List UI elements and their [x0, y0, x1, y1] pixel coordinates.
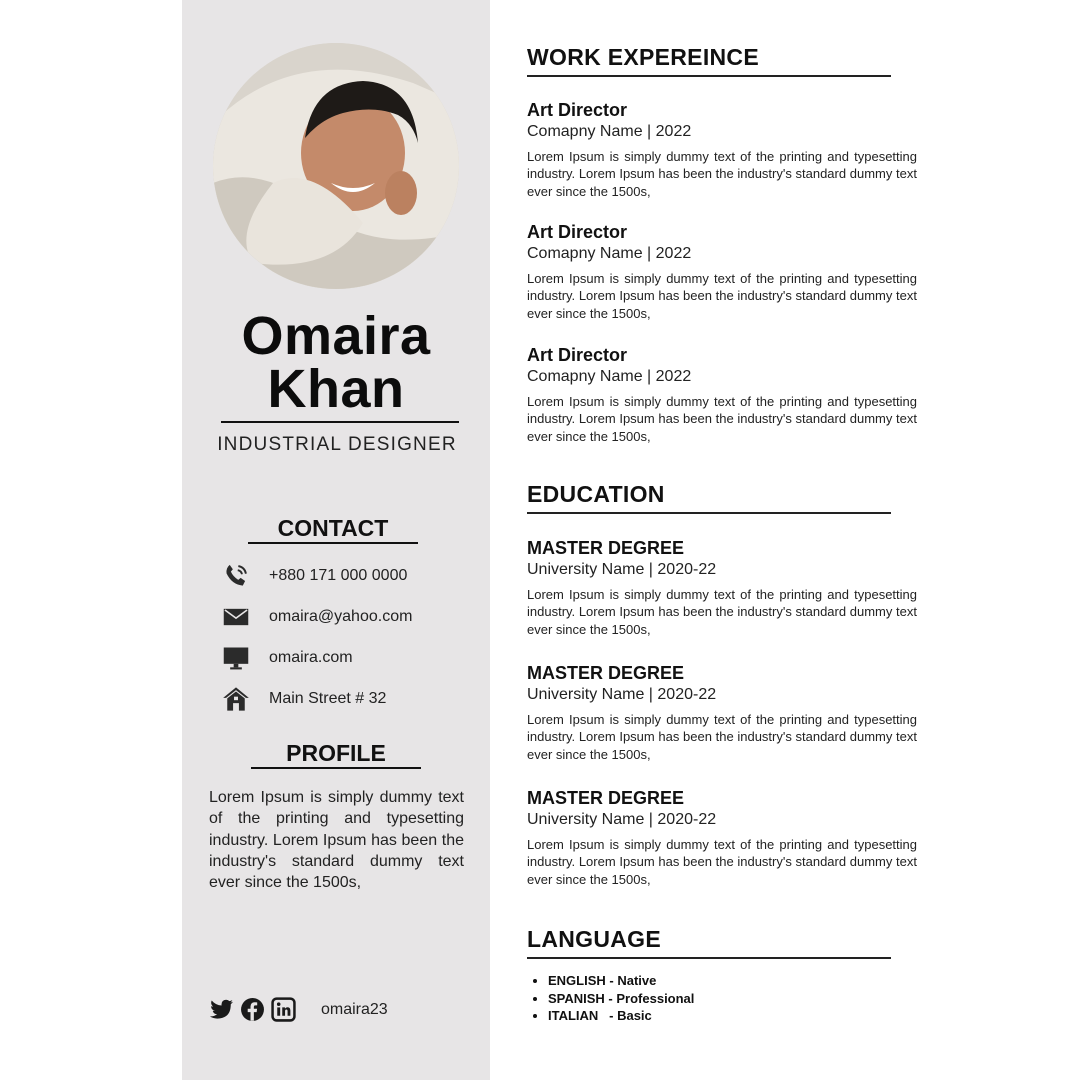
contact-website-text: omaira.com — [269, 649, 353, 666]
work-entry — [527, 344, 917, 445]
education-entry — [527, 662, 917, 763]
education-heading-rule — [527, 512, 891, 514]
education-entry-title: MASTER DEGREE — [527, 538, 685, 558]
work-entry-sub: Comapny Name | 2022 — [527, 368, 692, 385]
work-entry — [527, 221, 917, 322]
profile-photo — [213, 43, 459, 289]
language-item: • ITALIAN - Basic — [548, 1007, 694, 1025]
education-entry-sub: University Name | 2020-22 — [527, 686, 717, 703]
work-entry-title: Art Director — [527, 345, 628, 365]
name-divider — [221, 421, 459, 423]
language-item: • ENGLISH - Native — [548, 972, 694, 990]
language-heading-rule — [527, 957, 891, 959]
first-name: Omaira — [241, 306, 431, 366]
education-entry-sub: University Name | 2020-22 — [527, 811, 717, 828]
language-item: • SPANISH - Professional — [548, 990, 694, 1008]
facebook-icon[interactable] — [240, 997, 265, 1022]
contact-email — [221, 602, 413, 632]
work-entry-desc: Lorem Ipsum is simply dummy text of the printing and typesetting industry. Lorem Ipsum has been the industry's standard dummy text ever since the 1500s, — [527, 271, 917, 321]
education-entry-desc: Lorem Ipsum is simply dummy text of the printing and typesetting industry. Lorem Ipsum has been the industry's standard dummy text ever since the 1500s, — [527, 712, 917, 762]
education-entry-sub: University Name | 2020-22 — [527, 561, 717, 578]
language-list — [529, 972, 694, 1025]
mail-icon — [221, 602, 251, 632]
work-heading-rule — [527, 75, 891, 77]
education-heading: EDUCATION — [527, 481, 665, 507]
twitter-icon[interactable] — [209, 997, 234, 1022]
contact-email-text: omaira@yahoo.com — [269, 608, 413, 625]
education-entry — [527, 787, 917, 888]
work-entry — [527, 99, 917, 200]
work-entry-sub: Comapny Name | 2022 — [527, 123, 692, 140]
contact-heading: CONTACT — [277, 515, 389, 541]
contact-phone — [221, 561, 408, 591]
contact-address-text: Main Street # 32 — [269, 690, 387, 707]
education-entry-desc: Lorem Ipsum is simply dummy text of the printing and typesetting industry. Lorem Ipsum has been the industry's standard dummy text ever since the 1500s, — [527, 837, 917, 887]
contact-phone-text: +880 171 000 0000 — [269, 567, 408, 584]
education-entry-title: MASTER DEGREE — [527, 788, 685, 808]
work-entry-title: Art Director — [527, 222, 628, 242]
contact-address — [221, 684, 387, 714]
work-entry-sub: Comapny Name | 2022 — [527, 245, 692, 262]
work-entry-desc: Lorem Ipsum is simply dummy text of the printing and typesetting industry. Lorem Ipsum has been the industry's standard dummy text ever since the 1500s, — [527, 394, 917, 444]
home-icon — [221, 684, 251, 714]
profile-text: Lorem Ipsum is simply dummy text of the printing and typesetting industry. Lorem Ipsum has been the industry's standard dummy text ever since the 1500s, — [209, 789, 464, 892]
profile-heading: PROFILE — [286, 740, 386, 766]
last-name: Khan — [267, 359, 405, 419]
social-handle[interactable]: omaira23 — [321, 1001, 388, 1018]
education-entry-desc: Lorem Ipsum is simply dummy text of the printing and typesetting industry. Lorem Ipsum has been the industry's standard dummy text ever since the 1500s, — [527, 587, 917, 637]
job-title: INDUSTRIAL DESIGNER — [217, 434, 457, 455]
language-heading: LANGUAGE — [527, 926, 662, 952]
contact-heading-rule — [248, 542, 418, 544]
work-entry-desc: Lorem Ipsum is simply dummy text of the printing and typesetting industry. Lorem Ipsum has been the industry's standard dummy text ever since the 1500s, — [527, 149, 917, 199]
monitor-icon — [221, 643, 251, 673]
profile-heading-rule — [251, 767, 421, 769]
phone-icon — [221, 561, 251, 591]
education-entry-title: MASTER DEGREE — [527, 663, 685, 683]
linkedin-icon[interactable] — [271, 997, 296, 1022]
work-entry-title: Art Director — [527, 100, 628, 120]
education-entry — [527, 537, 917, 638]
profile-photo-image — [213, 43, 459, 289]
work-heading: WORK EXPEREINCE — [527, 44, 759, 70]
social-icons — [209, 997, 296, 1022]
contact-website — [221, 643, 353, 673]
